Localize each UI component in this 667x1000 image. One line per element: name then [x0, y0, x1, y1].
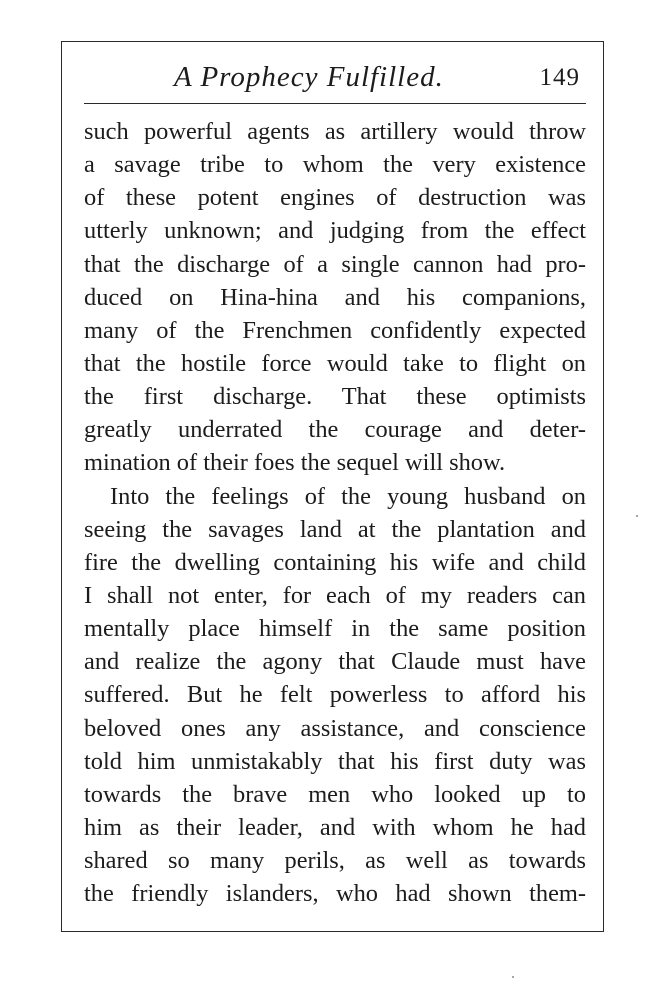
- text-line: the first discharge. That these optimists: [84, 383, 586, 411]
- text-line: seeing the savages land at the plantation and: [84, 515, 586, 543]
- text-line: the friendly islanders, who had shown them-: [84, 880, 586, 908]
- text-line: shared so many perils, as well as towards: [84, 847, 586, 875]
- text-line: many of the Frenchmen confidently expected: [84, 316, 586, 344]
- text-line: greatly underrated the courage and deter-: [84, 416, 586, 444]
- text-line: mination of their foes the sequel will show.: [84, 449, 506, 477]
- running-title: A Prophecy Fulfilled.: [174, 61, 444, 93]
- text-line: suffered. But he felt powerless to afford his: [84, 681, 586, 709]
- text-line: I shall not enter, for each of my readers can: [84, 581, 586, 609]
- text-line: Into the feelings of the young husband on: [110, 482, 586, 510]
- text-line: that the hostile force would take to flight on: [84, 349, 586, 377]
- text-line: towards the brave men who looked up to: [84, 780, 586, 808]
- text-line: of these potent engines of destruction was: [84, 184, 586, 212]
- text-line: and realize the agony that Claude must have: [84, 648, 586, 676]
- body-text: [84, 115, 586, 915]
- text-line: duced on Hina-hina and his companions,: [84, 283, 586, 311]
- text-line: a savage tribe to whom the very existence: [84, 151, 586, 179]
- text-line: utterly unknown; and judging from the effect: [84, 217, 586, 245]
- paper-speck: [512, 976, 514, 978]
- page-header: [84, 52, 584, 98]
- text-line: mentally place himself in the same position: [84, 615, 586, 643]
- text-line: told him unmistakably that his first duty was: [84, 747, 586, 775]
- text-line: such powerful agents as artillery would throw: [84, 118, 586, 145]
- page-number: 149: [539, 64, 580, 91]
- text-line: beloved ones any assistance, and conscience: [84, 714, 586, 742]
- paragraph-1: [84, 115, 586, 480]
- paper-speck: [636, 515, 638, 517]
- text-line: that the discharge of a single cannon had pro-: [84, 250, 586, 278]
- paragraph-2: [84, 480, 586, 911]
- text-line: him as their leader, and with whom he had: [84, 813, 586, 841]
- header-rule: [84, 103, 586, 104]
- text-line: fire the dwelling containing his wife and child: [84, 548, 586, 576]
